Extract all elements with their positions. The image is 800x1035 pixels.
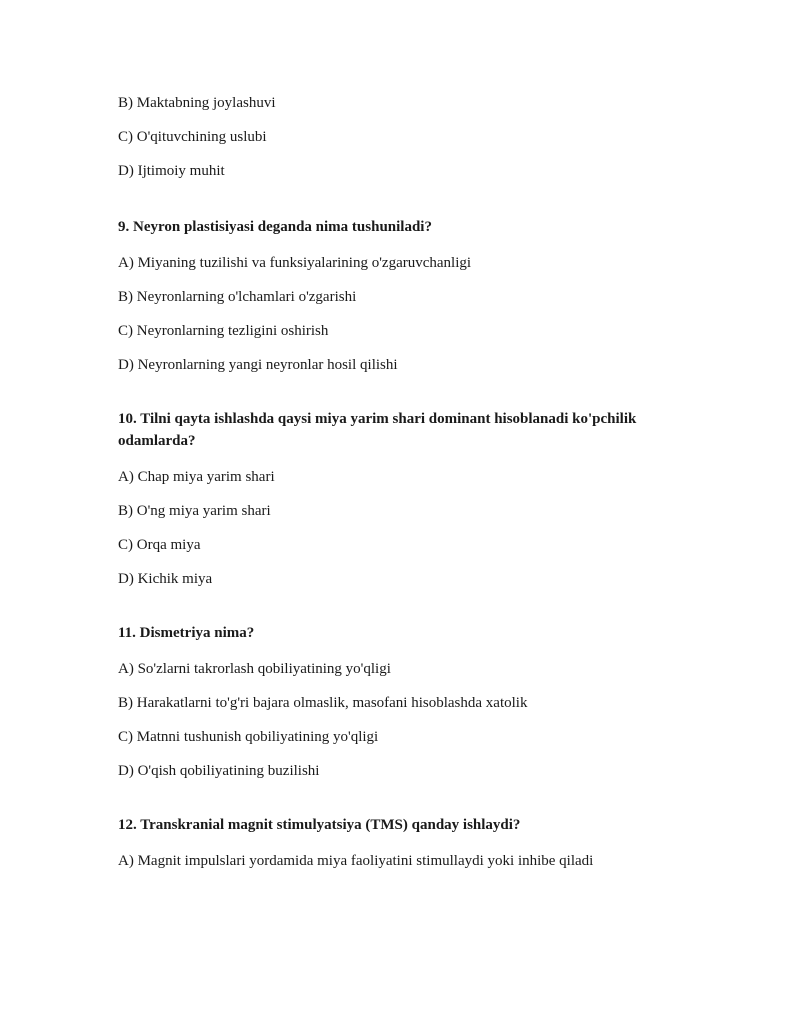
answer-option: A) Chap miya yarim shari (118, 469, 275, 485)
document-content (118, 94, 698, 886)
answer-option: C) Matnni tushunish qobiliyatining yo'qligi (118, 729, 379, 745)
answer-option: A) So'zlarni takrorlash qobiliyatining yo'qligi (118, 661, 391, 677)
answer-option: C) O'qituvchining uslubi (118, 129, 267, 145)
answer-option: A) Miyaning tuzilishi va funksiyalarining o'zgaruvchanligi (118, 255, 472, 271)
question-title: 9. Neyron plastisiyasi deganda nima tushuniladi? (118, 219, 432, 235)
answer-option: B) Maktabning joylashuvi (118, 95, 276, 111)
answer-option: D) Neyronlarning yangi neyronlar hosil qilishi (118, 357, 398, 373)
answer-option: B) O'ng miya yarim shari (118, 503, 271, 519)
answer-option: C) Orqa miya (118, 537, 201, 553)
question-title: 12. Transkranial magnit stimulyatsiya (TMS) qanday ishlaydi? (118, 817, 521, 833)
question-title: 10. Tilni qayta ishlashda qaysi miya yarim shari dominant hisoblanadi ko'pchilik odamlarda? (118, 411, 637, 449)
answer-option: C) Neyronlarning tezligini oshirish (118, 323, 329, 339)
answer-option: D) Kichik miya (118, 571, 213, 587)
answer-option: B) Harakatlarni to'g'ri bajara olmaslik, masofani hisoblashda xatolik (118, 695, 528, 711)
answer-option: D) Ijtimoiy muhit (118, 163, 225, 179)
question-title: 11. Dismetriya nima? (118, 625, 255, 641)
answer-option: B) Neyronlarning o'lchamlari o'zgarishi (118, 289, 357, 305)
answer-option: A) Magnit impulslari yordamida miya faoliyatini stimullaydi yoki inhibe qiladi (118, 853, 594, 869)
answer-option: D) O'qish qobiliyatining buzilishi (118, 763, 320, 779)
